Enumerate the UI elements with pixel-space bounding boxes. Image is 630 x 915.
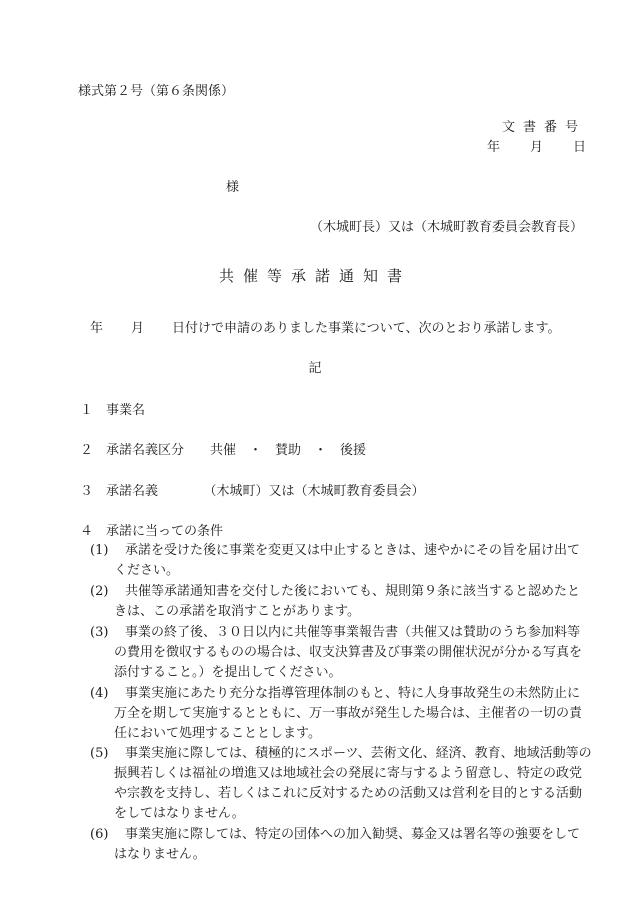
item-1 [80, 404, 145, 417]
condition-number: (5) [90, 746, 109, 761]
ki-heading: 記 [308, 361, 322, 376]
item-number: １ [80, 403, 94, 418]
condition-text: 事業実施に際しては、特定の団体への加入勧奨、募金又は署名等の強要をしてはなりません。 [114, 827, 581, 862]
condition-text: 共催等承諾通知書を交付した後においても、規則第９条に該当すると認めたときは、この承諾を取消すことがあります。 [114, 584, 581, 619]
item-4 [80, 525, 223, 538]
item-2 [80, 444, 366, 457]
intro-text: 日付けで申請のありました事業について、次のとおり承諾します。 [172, 321, 561, 336]
item-text: 事業名 [106, 403, 146, 418]
item-text: 承諾名義区分 共催 ・ 賛助 ・ 後援 [106, 443, 367, 458]
condition-number: (1) [90, 543, 109, 558]
condition-3 [90, 623, 592, 683]
document-title: 共催等承諾通知書 [218, 267, 411, 285]
date-line [487, 141, 586, 154]
condition-1 [90, 541, 592, 581]
item-number: ３ [80, 484, 94, 499]
item-number: ４ [80, 524, 94, 539]
condition-5 [90, 744, 592, 824]
condition-text: 承諾を受けた後に事業を変更又は中止するときは、速やかにその旨を届け出てください。 [114, 543, 581, 578]
condition-text: 事業実施に際しては、積極的にスポーツ、芸術文化、経済、教育、地域活動等の振興若しくは福祉の増進又は地域社会の発展に寄与するよう留意し、特定の政党や宗教を支持し、若しくはこれに反対するための活動又は営利を目的とする活動をしてはなりません。 [114, 746, 592, 821]
form-number: 様式第２号（第６条関係） [78, 84, 235, 99]
date-year: 年 [486, 140, 500, 155]
intro-year: 年 [90, 321, 104, 336]
condition-number: (3) [90, 625, 109, 640]
item-number: ２ [80, 443, 94, 458]
condition-text: 事業実施にあたり充分な指導管理体制のもと、特に人身事故発生の未然防止に万全を期して実施するとともに、万一事故が発生した場合は、主催者の一切の責任において処理することとします。 [114, 686, 583, 741]
condition-number: (2) [90, 584, 109, 599]
condition-6 [90, 825, 592, 865]
item-text: 承諾に当っての条件 [106, 524, 224, 539]
sender: （木城町長）又は（木城町教育委員会教育長） [309, 220, 583, 235]
item-3 [80, 485, 425, 498]
condition-number: (4) [90, 686, 109, 701]
condition-number: (6) [90, 827, 109, 842]
intro-month: 月 [131, 321, 145, 336]
document-number-label: 文書番号 [501, 120, 586, 135]
item-text: 承諾名義 （木城町）又は（木城町教育委員会） [106, 484, 425, 499]
addressee: 様 [226, 180, 240, 195]
condition-2 [90, 582, 592, 622]
date-month: 月 [529, 140, 543, 155]
date-day: 日 [572, 140, 586, 155]
condition-4 [90, 684, 592, 744]
intro-sentence [90, 322, 560, 335]
condition-text: 事業の終了後、３０日以内に共催等事業報告書（共催又は賛助のうち参加料等の費用を徴収するものの場合は、収支決算書及び事業の開催状況が分かる写真を添付すること。）を提出してください。 [114, 625, 583, 680]
